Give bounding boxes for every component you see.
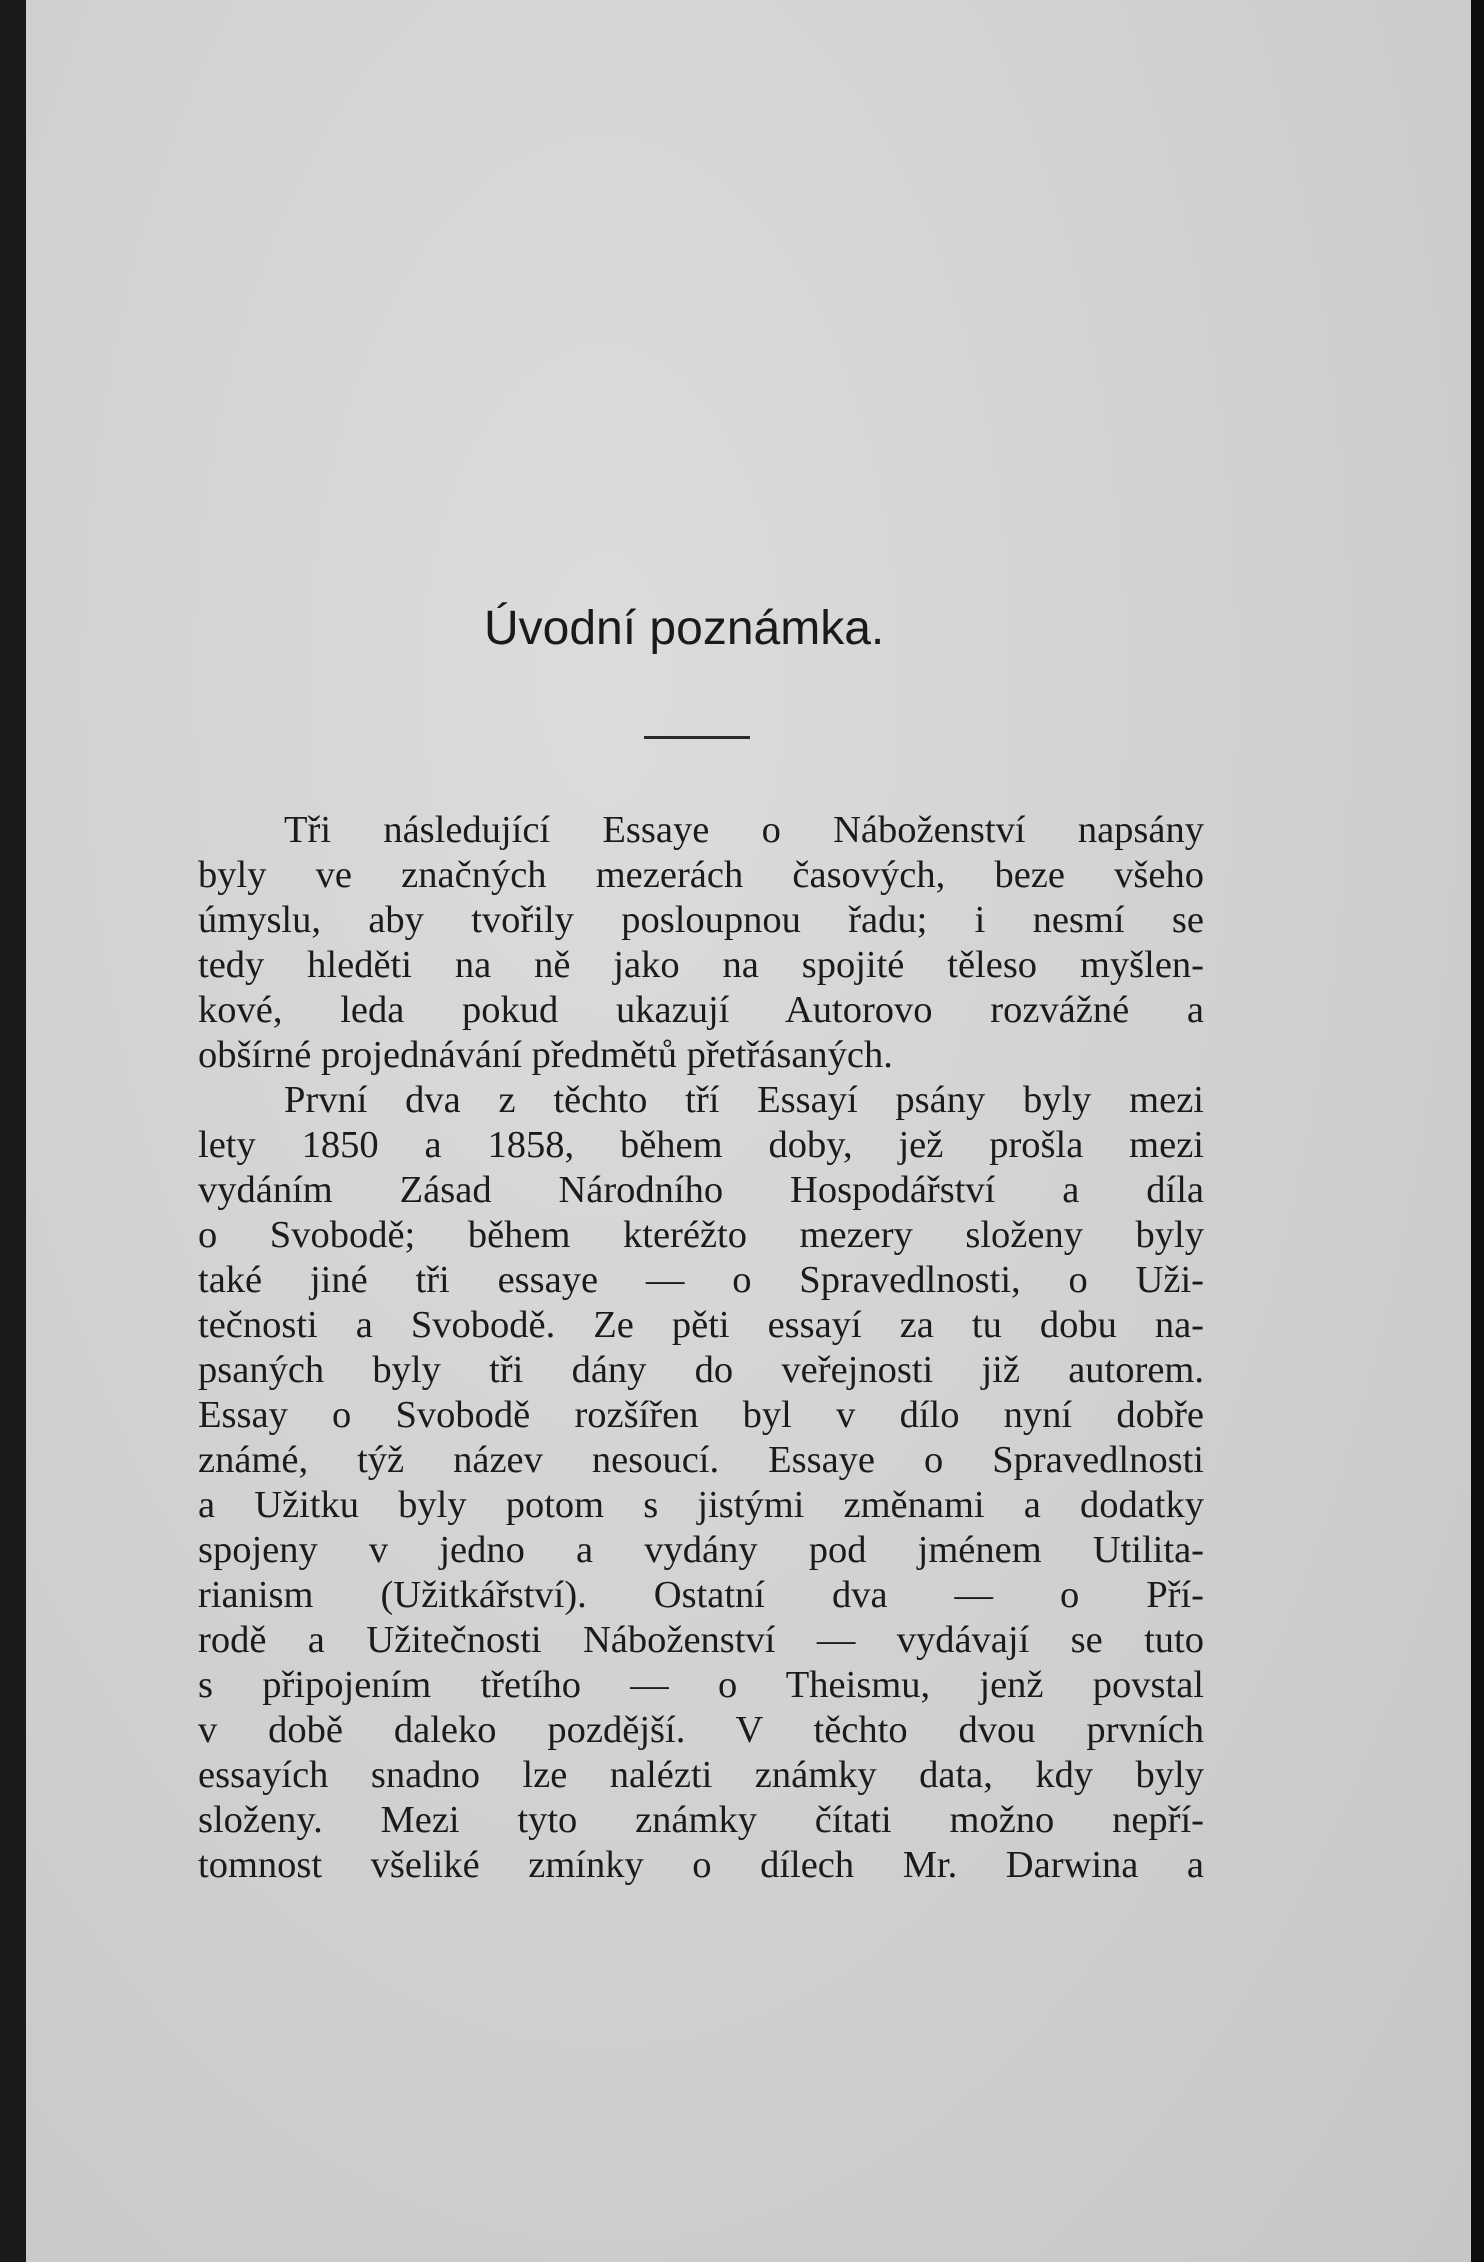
text-line: essayích snadno lze nalézti známky data, kdy byly [198,1754,1204,1796]
text-line: v době daleko pozdější. V těchto dvou prvních [198,1709,1204,1751]
text-line: rianism (Užitkářství). Ostatní dva — o Pří- [198,1574,1204,1616]
text-line: úmyslu, aby tvořily posloupnou řadu; i nesmí se [198,899,1204,941]
text-line: také jiné tři essaye — o Spravedlnosti, o Uži- [198,1259,1204,1301]
page-left-edge [0,0,26,2262]
text-line: o Svobodě; během kteréžto mezery složeny byly [198,1214,1204,1256]
text-line: kové, leda pokud ukazují Autorovo rozvážné a [198,989,1204,1031]
text-line: spojeny v jedno a vydány pod jménem Utilita- [198,1529,1204,1571]
text-line: byly ve značných mezerách časových, beze všeho [198,854,1204,896]
text-line: tečnosti a Svobodě. Ze pěti essayí za tu dobu na- [198,1304,1204,1346]
text-line: tomnost všeliké zmínky o dílech Mr. Darwina a [198,1844,1204,1886]
document-page [26,0,1471,2262]
text-line: Tři následující Essaye o Náboženství napsány [284,809,1204,851]
text-line: s připojením třetího — o Theismu, jenž povstal [198,1664,1204,1706]
text-line: známé, týž název nesoucí. Essaye o Spravedlnosti [198,1439,1204,1481]
text-line: První dva z těchto tří Essayí psány byly mezi [284,1079,1204,1121]
text-line: psaných byly tři dány do veřejnosti již autorem. [198,1349,1204,1391]
body-text [198,808,1204,1888]
text-line: a Užitku byly potom s jistými změnami a dodatky [198,1484,1204,1526]
text-line: tedy hleděti na ně jako na spojité těleso myšlen- [198,944,1204,986]
text-line: obšírné projednávání předmětů přetřásaných. [198,1034,893,1076]
page-title: Úvodní poznámka. [484,602,885,655]
text-line: složeny. Mezi tyto známky čítati možno nepří- [198,1799,1204,1841]
text-line: lety 1850 a 1858, během doby, jež prošla mezi [198,1124,1204,1166]
text-line: rodě a Užitečnosti Náboženství — vydávají se tuto [198,1619,1204,1661]
page-right-edge [1471,0,1484,2262]
text-line: Essay o Svobodě rozšířen byl v dílo nyní dobře [198,1394,1204,1436]
title-divider [644,736,750,739]
text-line: vydáním Zásad Národního Hospodářství a díla [198,1169,1204,1211]
